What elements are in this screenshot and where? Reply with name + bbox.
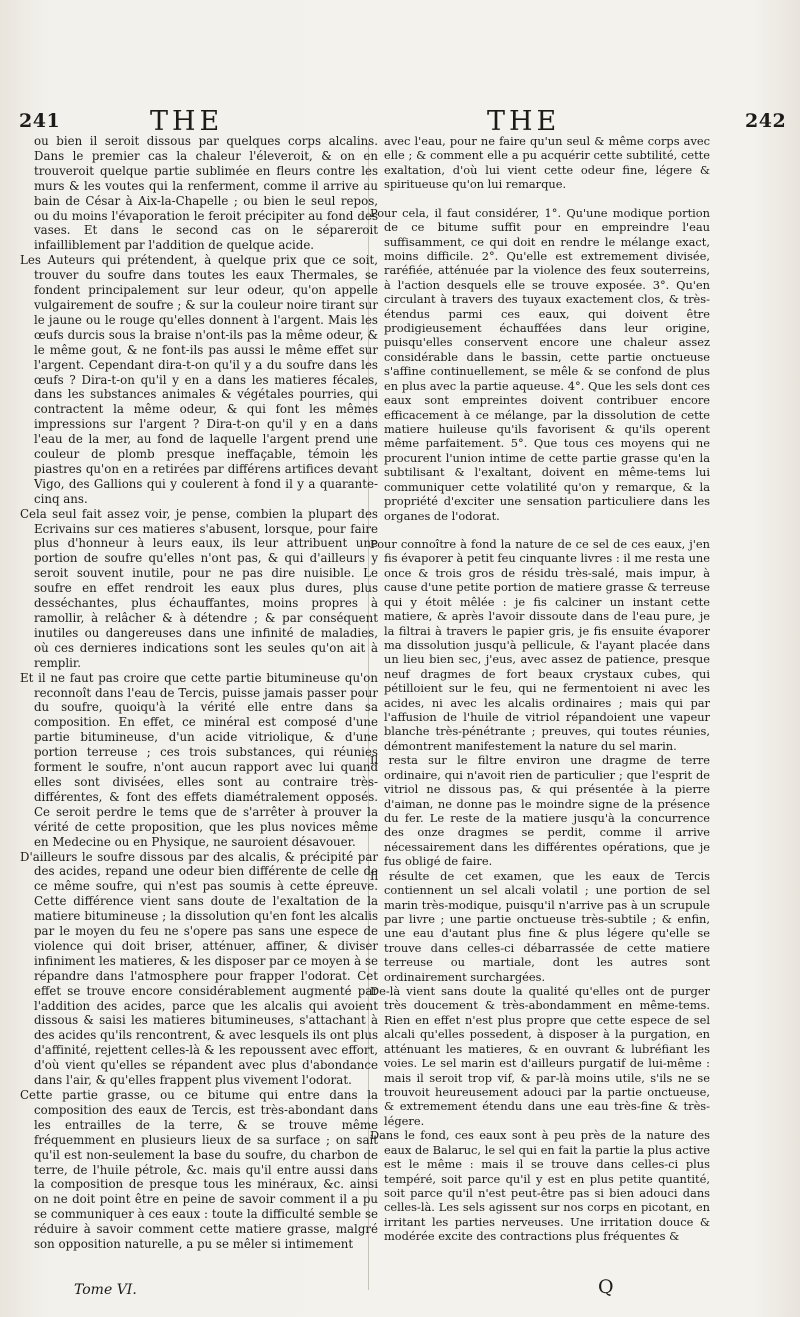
paragraph: Il resta sur le filtre environ une dragme de terre ordinaire, qui n'avoit rien de particulier ; que l'esprit de vitriol ne dissous pas, & qui présentée à la pierre d'aiman, ne donne pas le moindre signe de la présence du fer. Le reste de la matiere jusqu'à la concurrence des onze dragmes se perdit, comme il arrive nécessairement dans les différentes opérations, que je fus obligé de faire. [370,753,710,869]
page-header [0,106,800,136]
signature-mark: Q [598,1276,614,1298]
paragraph: D'ailleurs le soufre dissous par des alcalis, & précipité par des acides, repand une odeur bien différente de celle de ce même soufre, qui n'est pas soumis à cette épreuve. Cette différence vient sans doute de l'exaltation de la matiere bitumineuse ; la dissolution qu'en font les alcalis par le moyen du feu ne s'opere pas sans une espece de violence qui doit briser, atténuer, affiner, & diviser infiniment les matieres, & les disposer par ce moyen à se répandre dans l'atmosphere pour frapper l'odorat. Cet effet se trouve encore considérablement augmenté par l'addition des acides, parce que les alcalis qui avoient dissous & saisi les matieres bitumineuses, s'attachant à des acides qu'ils rencontrent, & avec lesquels ils ont plus d'affinité, rejettent celles-là & les repoussent avec effort, d'où vient qu'elles se répandent avec plus d'abondance dans l'air, & qu'elles frappent plus vivement l'odorat. [20,849,378,1088]
paragraph: Pour cela, il faut considérer, 1°. Qu'une modique portion de ce bitume suffit pour en empreindre l'eau suffisamment, ce qui doit en rendre le mélange exact, moins difficile. 2°. Qu'elle est extremement divisée, raréfiée, atténuée par la violence des feux souterreins, à l'action desquels elle se trouve exposée. 3°. Qu'en circulant à travers des tuyaux exactement clos, & très-étendus parmi ces eaux, qui doivent être prodigieusement échauffées dans leur origine, puisqu'elles conservent encore une chaleur assez considérable dans le bassin, cette partie onctueuse s'affine continuellement, se mêle & se confond de plus en plus avec la partie aqueuse. 4°. Que les sels dont ces eaux sont empreintes doivent contribuer encore efficacement à ce mélange, par la dissolution de cette matiere huileuse qu'ils favorisent & qu'ils operent même parfaitement. 5°. Que tous ces moyens qui ne procurent l'union intime de cette partie grasse qu'en la subtilisant & l'exaltant, doivent en même-tems lui communiquer cette volatilité qu'on y remarque, & la propriété d'exciter une sensation particuliere dans les organes de l'odorat. [370,205,710,523]
paragraph: Dans le fond, ces eaux sont à peu près de la nature des eaux de Balaruc, le sel qui en fait la partie la plus active est le même : mais il se trouve dans celles-ci plus tempéré, soit parce qu'il y est en plus petite quantité, soit parce qu'il n'est peut-être pas si bien adouci dans celles-là. Les sels agissent sur nos corps en picotant, en irritant les parties nerveuses. Une irritation douce & modérée excite des contractions plus fréquentes & [370,1128,710,1244]
running-head-right: THE [487,106,561,137]
paragraph: Pour connoître à fond la nature de ce sel de ces eaux, j'en fis évaporer à petit feu cinquante livres : il me resta une once & trois gros de résidu très-salé, mais impur, à cause d'une petite portion de matiere grasse & terreuse qui y étoit mêlée : je fis calciner un instant cette matiere, & après l'avoir dissoute dans de l'eau pure, je la filtrai à travers le papier gris, je fis ensuite évaporer ma dissolution jusqu'à pellicule, & l'ayant placée dans un lieu bien sec, j'eus, avec assez de patience, presque neuf dragmes de fort beaux crystaux cubes, qui pétilloient sur le feu, qui ne fermentoient ni avec les acides, ni avec les alcalis ordinaires ; mais qui par l'affusion de l'huile de vitriol répandoient une vapeur blanche très-pénétrante ; preuves, qui toutes réunies, démontrent manifestement la nature du sel marin. [370,536,710,753]
paragraph: Les Auteurs qui prétendent, à quelque prix que ce soit, trouver du soufre dans toutes les eaux Thermales, se fondent principalement sur leur odeur, qu'on appelle vulgairement de soufre ; & sur la couleur noire tirant sur le jaune ou le rouge qu'elles donnent à l'argent. Mais les œufs durcis sous la braise n'ont-ils pas la même odeur, & le même gout, & ne font-ils pas aussi le même effet sur l'argent. Cependant dira-t-on qu'il y a du soufre dans les œufs ? Dira-t-on qu'il y en a dans les matieres fécales, dans les substances animales & végétales pourries, qui contractent la même odeur, & qui font les mêmes impressions sur l'argent ? Dira-t-on qu'il y en a dans l'eau de la mer, au fond de laquelle l'argent prend une couleur de plomb presque ineffaçable, témoin les piastres qu'on en a retirées par différens artifices devant Vigo, des Gallions qui y coulerent à fond il y a quarante-cinq ans. [20,253,378,506]
paragraph: Et il ne faut pas croire que cette partie bitumineuse qu'on reconnoît dans l'eau de Tercis, puisse jamais passer pour du soufre, quoiqu'à la vérité elle entre dans sa composition. En effet, ce minéral est composé d'une partie bitumineuse, d'un acide vitriolique, & d'une portion terreuse ; ces trois substances, qui réunies forment le soufre, n'ont aucun rapport avec lui quand elles sont divisées, elles sont au contraire très-différentes, & font des effets diamétralement opposés. Ce seroit perdre le tems que de s'arrêter à prouver la vérité de cette proposition, que les plus novices même en Medecine ou en Physique, ne sauroient désavouer. [20,670,378,849]
left-column [20,134,378,1252]
running-head-left: THE [150,106,224,137]
paragraph: Cela seul fait assez voir, je pense, combien la plupart des Ecrivains sur ces matieres s'abusent, lorsque, pour faire plus d'honneur à leurs eaux, ils leur attribuent une portion de soufre qu'elles n'ont pas, & qui d'ailleurs y seroit souvent inutile, pour ne pas dire nuisible. Le soufre en effet rendroit les eaux plus dures, plus desséchantes, plus échauffantes, moins propres à ramollir, à relâcher & à détendre ; & par conséquent inutiles ou dangereuses dans une infinité de maladies, où ces dernieres indications sont les seules qu'on ait à remplir. [20,506,378,670]
paragraph: ou bien il seroit dissous par quelques corps alcalins. Dans le premier cas la chaleur l'éleveroit, & on en trouveroit quelque partie sublimée en fleurs contre les murs & les voutes qui la renferment, comme il arrive au bain de César à Aix-la-Chapelle ; ou bien le seul repos, ou du moins l'évaporation le feroit précipiter au fond des vases. Et dans le second cas on le sépareroit infailliblement par l'addition de quelque acide. [34,134,378,253]
page-number-right: 242 [745,110,787,132]
paragraph: Cette partie grasse, ou ce bitume qui entre dans la composition des eaux de Tercis, est très-abondant dans les entrailles de la terre, & se trouve même fréquemment en plusieurs lieux de sa surface ; on sait qu'il est non-seulement la base du soufre, du charbon de terre, de l'huile pétrole, &c. mais qu'il entre aussi dans la composition de presque tous les minéraux, &c. ainsi on ne doit point être en peine de savoir comment il a pu se communiquer à ces eaux : toute la difficulté semble se réduire à savoir comment cette matiere grasse, malgré son opposition naturelle, a pu se mêler si intimement [20,1088,378,1252]
page-number-left: 241 [19,110,61,132]
page-footer [0,1276,800,1306]
tome-label: Tome VI. [74,1282,137,1298]
paragraph: avec l'eau, pour ne faire qu'un seul & même corps avec elle ; & comment elle a pu acquérir cette subtilité, cette exaltation, d'où lui vient cette odeur fine, légere & spiritueuse qu'on lui remarque. [384,134,710,192]
right-column [370,134,710,1244]
paragraph: De-là vient sans doute la qualité qu'elles ont de purger très doucement & très-abondamment en même-tems. Rien en effet n'est plus propre que cette espece de sel alcali qu'elles possedent, à disposer à la purgation, en atténuant les matieres, & en ouvrant & lubréfiant les voies. Le sel marin est d'ailleurs purgatif de lui-même : mais il seroit trop vif, & par-là moins utile, s'ils ne se trouvoit heureusement adouci par la partie onctueuse, & extremement étendu dans une eau très-fine & très-légere. [370,984,710,1128]
paragraph: Il résulte de cet examen, que les eaux de Tercis contiennent un sel alcali volatil ; une portion de sel marin très-modique, puisqu'il n'arrive pas à un scrupule par livre ; une partie onctueuse très-subtile ; & enfin, une eau d'autant plus fine & plus légere qu'elle se trouve dans celles-ci débarrassée de cette matiere terreuse ou martiale, dont les autres sont ordinairement surchargées. [370,868,710,984]
